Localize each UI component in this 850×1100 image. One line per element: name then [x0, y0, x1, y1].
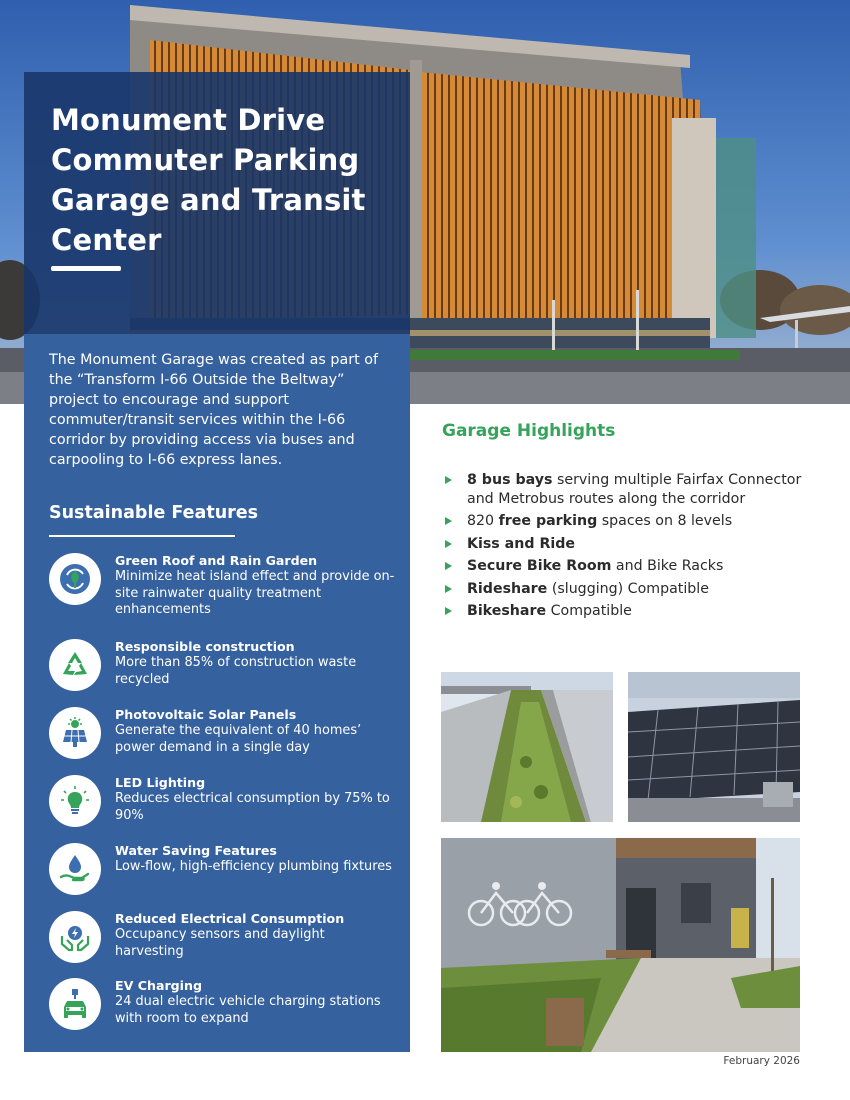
- feature-description: Minimize heat island effect and provide on-site rainwater quality treatment enhancements: [115, 569, 395, 617]
- bullet-arrow-icon: [445, 585, 452, 593]
- bullet-arrow-icon: [445, 562, 452, 570]
- green-roof-icon: [49, 553, 101, 605]
- feature-title: Responsible construction: [115, 639, 295, 654]
- energy-hands-icon: [49, 911, 101, 963]
- intro-paragraph: The Monument Garage was created as part of the “Transform I-66 Outside the Beltway” project to encourage and support commuter/transit services within the I-66 corridor by providing access via buses and carpooling to I-66 express lanes.: [49, 352, 379, 468]
- feature-title: Photovoltaic Solar Panels: [115, 707, 297, 722]
- recycle-icon: [49, 639, 101, 691]
- feature-description: 24 dual electric vehicle charging stations with room to expand: [115, 994, 381, 1026]
- solar-panels-photo: [628, 672, 800, 822]
- feature-item-reduced-electrical: [49, 911, 394, 971]
- page-title: Monument Drive Commuter Parking Garage and Transit Center: [51, 103, 366, 257]
- feature-title: Reduced Electrical Consumption: [115, 911, 345, 926]
- list-item: Bikeshare Compatible: [442, 602, 802, 621]
- ev-car-icon: [49, 978, 101, 1030]
- solar-panel-icon: [49, 707, 101, 759]
- bullet-arrow-icon: [445, 476, 452, 484]
- list-item: Kiss and Ride: [442, 535, 802, 554]
- feature-item-water-saving: [49, 843, 394, 903]
- green-roof-photo: [441, 672, 613, 822]
- feature-item-ev-charging: [49, 978, 394, 1038]
- bullet-arrow-icon: [445, 540, 452, 548]
- feature-description: Reduces electrical consumption by 75% to 90%: [115, 791, 390, 823]
- feature-item-led-lighting: [49, 775, 394, 835]
- feature-title: Green Roof and Rain Garden: [115, 553, 318, 568]
- list-item: 820 free parking spaces on 8 levels: [442, 512, 802, 531]
- title-divider: [51, 266, 121, 271]
- list-item: Secure Bike Room and Bike Racks: [442, 557, 802, 576]
- feature-description: Low-flow, high-efficiency plumbing fixtures: [115, 859, 392, 874]
- list-item: Rideshare (slugging) Compatible: [442, 580, 802, 599]
- light-bulb-icon: [49, 775, 101, 827]
- sustainable-sidebar: [24, 334, 410, 1052]
- feature-title: EV Charging: [115, 978, 202, 993]
- feature-item-green-roof: [49, 553, 395, 617]
- sustainable-divider: [49, 535, 235, 537]
- bullet-arrow-icon: [445, 517, 452, 525]
- highlights-heading: Garage Highlights: [442, 421, 616, 441]
- feature-item-solar-panels: [49, 707, 394, 767]
- publication-date: February 2026: [723, 1055, 800, 1067]
- feature-title: Water Saving Features: [115, 843, 277, 858]
- feature-description: More than 85% of construction waste recycled: [115, 655, 357, 687]
- feature-description: Generate the equivalent of 40 homes’ power demand in a single day: [115, 723, 362, 755]
- bullet-arrow-icon: [445, 607, 452, 615]
- title-panel: [24, 72, 410, 334]
- list-item: 8 bus bays serving multiple Fairfax Connector and Metrobus routes along the corridor: [442, 471, 802, 508]
- highlights-list: [442, 471, 802, 625]
- feature-item-responsible-construction: [49, 639, 394, 699]
- water-drop-hand-icon: [49, 843, 101, 895]
- sustainable-heading: Sustainable Features: [49, 503, 259, 523]
- bike-room-entrance-photo: [441, 838, 800, 1052]
- feature-description: Occupancy sensors and daylight harvesting: [115, 927, 325, 959]
- feature-title: LED Lighting: [115, 775, 206, 790]
